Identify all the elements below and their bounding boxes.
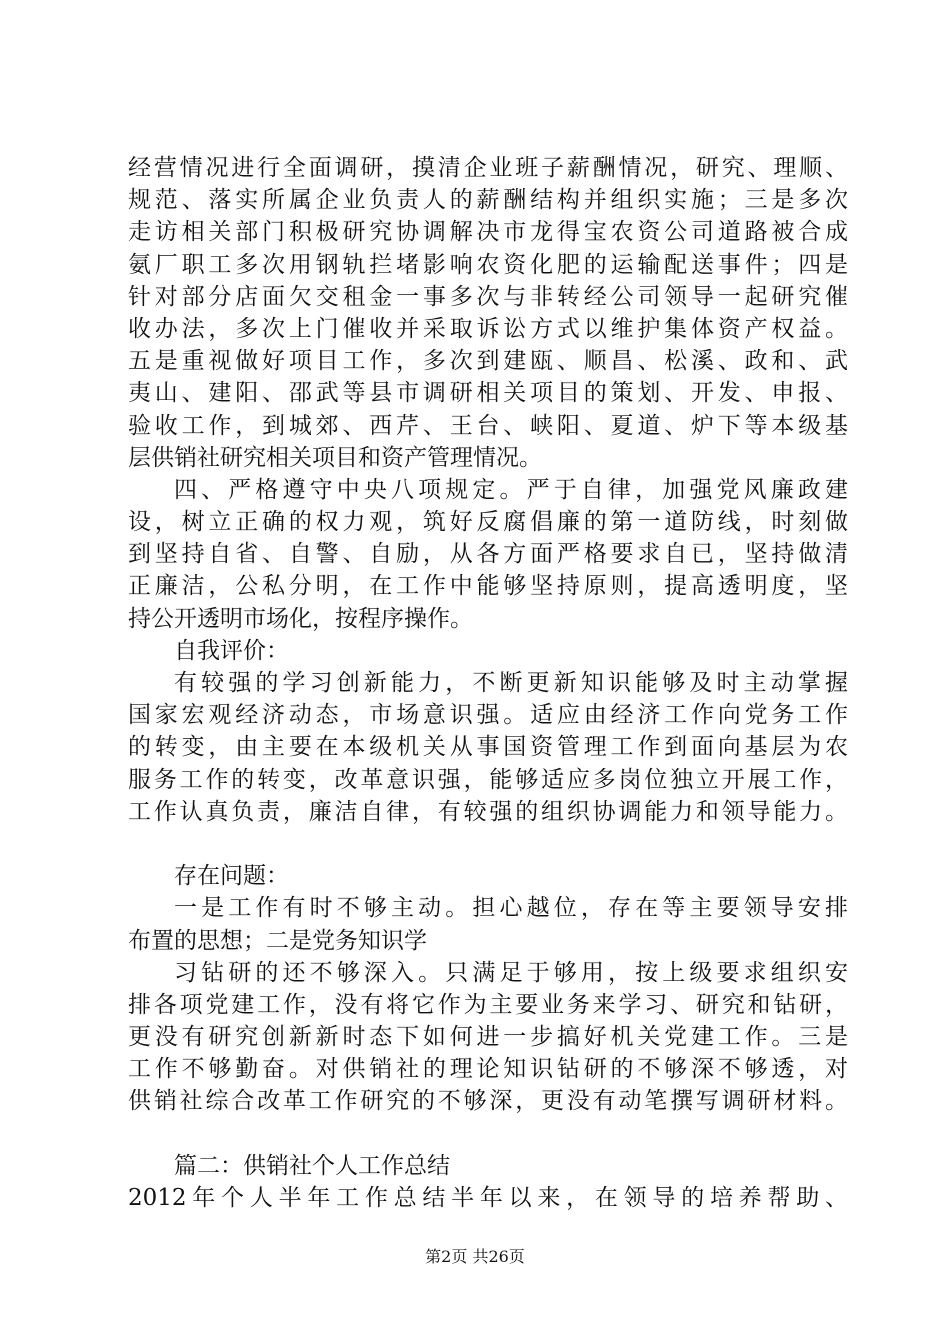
text-line: 针对部分店面欠交租金一事多次与非转经公司领导一起研究催 [128,283,848,310]
text-line: 2012年个人半年工作总结半年以来，在领导的培养帮助、 [128,1185,848,1211]
section-heading: 自我评价： [174,637,289,664]
text-line: 走访相关部门积极研究协调解决市龙得宝农资公司道路被合成 [128,219,848,246]
paragraph-start-line: 习钻研的还不够深入。只满足于够用，按上级要求组织安 [174,959,848,986]
paragraph-start-line: 一是工作有时不够主动。担心越位，存在等主要领导安排 [174,895,848,922]
text-line: 更没有研究创新新时态下如何进一步搞好机关党建工作。三是 [128,1024,848,1051]
paragraph-start-line: 四、严格遵守中央八项规定。严于自律，加强党风廉政建 [174,476,848,503]
page-footer [0,1247,950,1267]
text-line: 的转变，由主要在本级机关从事国资管理工作到面向基层为农 [128,734,848,761]
article-heading: 篇二：供销社个人工作总结 [174,1152,450,1179]
text-line: 经营情况进行全面调研，摸清企业班子薪酬情况，研究、理顺、 [128,155,848,181]
text-line: 层供销社研究相关项目和资产管理情况。 [128,444,542,471]
text-line: 正廉洁，公私分明，在工作中能够坚持原则，提高透明度，坚 [128,573,848,600]
blank-line [128,828,848,860]
text-line: 工作认真负责，廉洁自律，有较强的组织协调能力和领导能力。 [128,798,848,825]
text-line: 验收工作，到城郊、西芹、王台、峡阳、夏道、炉下等本级基 [128,412,848,439]
text-line: 布置的思想；二是党务知识学 [128,927,427,954]
blank-line [128,1118,848,1150]
text-line: 持公开透明市场化，按程序操作。 [128,605,473,632]
text-line: 国家宏观经济动态，市场意识强。适应由经济工作向党务工作 [128,702,848,729]
text-line: 夷山、建阳、邵武等县市调研相关项目的策划、开发、申报、 [128,380,848,407]
text-line: 排各项党建工作，没有将它作为主要业务来学习、研究和钻研， [128,991,848,1018]
text-line: 设，树立正确的权力观，筑好反腐倡廉的第一道防线，时刻做 [128,509,848,536]
page-number-label: 第2页 共26页 [425,1247,525,1266]
text-line: 五是重视做好项目工作，多次到建瓯、顺昌、松溪、政和、武 [128,348,848,375]
paragraph-start-line: 有较强的学习创新能力，不断更新知识能够及时主动掌握 [174,670,848,696]
text-line: 到坚持自省、自警、自励，从各方面严格要求自已，坚持做清 [128,541,848,568]
text-line: 工作不够勤奋。对供销社的理论知识钻研的不够深不够透，对 [128,1056,848,1083]
text-line: 服务工作的转变，改革意识强，能够适应多岗位独立开展工作， [128,766,848,793]
document-body [128,152,848,1214]
text-line: 供销社综合改革工作研究的不够深，更没有动笔撰写调研材料。 [128,1088,848,1115]
text-line: 规范、落实所属企业负责人的薪酬结构并组织实施；三是多次 [128,187,848,214]
text-line: 收办法，多次上门催收并采取诉讼方式以维护集体资产权益。 [128,315,848,342]
text-line: 氨厂职工多次用钢轨拦堵影响农资化肥的运输配送事件；四是 [128,251,848,278]
section-heading: 存在问题： [174,863,289,890]
